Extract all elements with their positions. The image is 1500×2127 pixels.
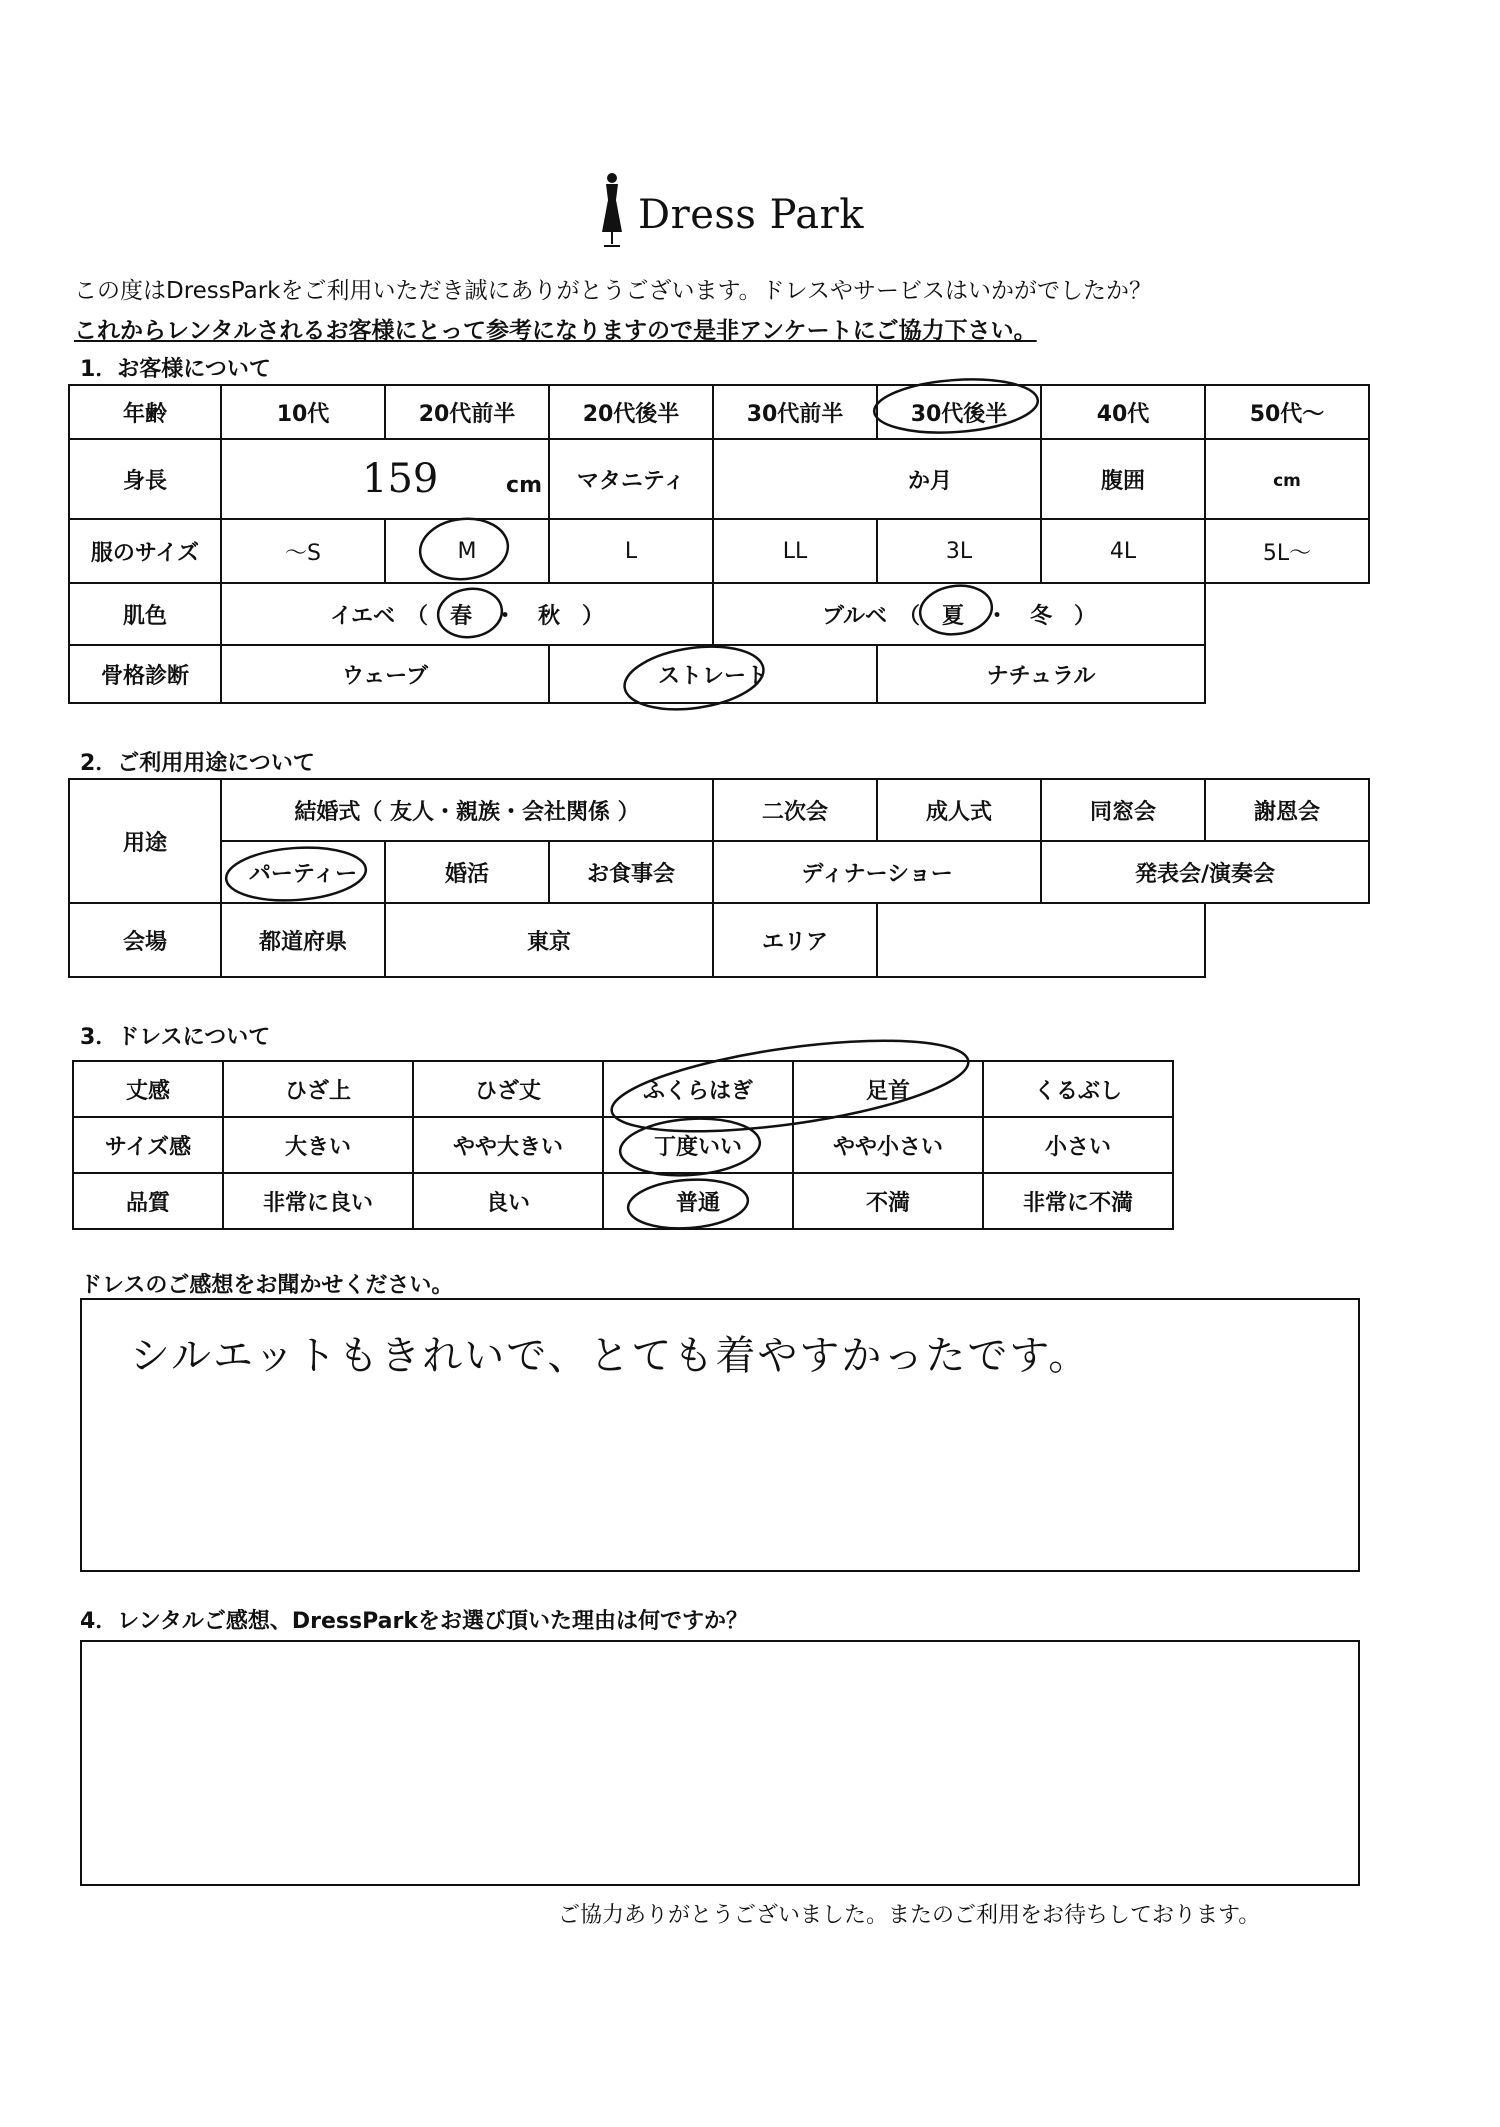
purpose-option[interactable]: 成人式 xyxy=(877,779,1041,841)
fit-option[interactable]: やや大きい xyxy=(413,1117,603,1173)
months-unit: か月 xyxy=(907,468,952,494)
length-option[interactable]: ひざ丈 xyxy=(413,1061,603,1117)
intro-line: この度はDressParkをご利用いただき誠にありがとうございます。ドレスやサービスはいかがでしたか？ xyxy=(74,278,1152,304)
purpose-option[interactable]: 謝恩会 xyxy=(1205,779,1369,841)
purpose-label: 用途 xyxy=(69,779,221,903)
waist-field[interactable] xyxy=(1205,439,1369,519)
dress-form-icon xyxy=(592,170,632,250)
quality-label: 品質 xyxy=(73,1173,223,1229)
size-option[interactable]: L xyxy=(549,519,713,583)
customer-table xyxy=(68,384,1370,704)
fit-label: サイズ感 xyxy=(73,1117,223,1173)
section1-heading: 1．お客様について xyxy=(80,357,271,382)
comments-text: シルエットもきれいで、とても着やすかったです。 xyxy=(130,1333,1091,1379)
purpose-wedding[interactable]: 結婚式（ 友人・親族・会社関係 ） xyxy=(221,779,713,841)
section4-heading: 4．レンタルご感想、DressParkをお選び頂いた理由は何ですか？ xyxy=(80,1609,748,1634)
comments-box[interactable] xyxy=(80,1298,1360,1572)
waist-unit: cm xyxy=(1273,470,1301,491)
purpose-option[interactable]: お食事会 xyxy=(549,841,713,903)
purpose-table xyxy=(68,778,1370,978)
age-option[interactable]: 30代前半 xyxy=(713,385,877,439)
quality-option[interactable]: 不満 xyxy=(793,1173,983,1229)
maternity-months-field[interactable] xyxy=(713,439,1041,519)
brand-logo xyxy=(592,170,922,250)
height-field[interactable] xyxy=(221,439,549,519)
size-option-selected[interactable]: M xyxy=(385,519,549,583)
purpose-option[interactable]: 二次会 xyxy=(713,779,877,841)
skeleton-option-selected[interactable]: ストレート xyxy=(549,645,877,703)
skeleton-option[interactable]: ウェーブ xyxy=(221,645,549,703)
height-unit: cm xyxy=(506,473,542,498)
size-option[interactable]: LL xyxy=(713,519,877,583)
height-label: 身長 xyxy=(69,439,221,519)
skin-label: 肌色 xyxy=(69,583,221,645)
empty-cell xyxy=(1205,583,1369,645)
length-label: 丈感 xyxy=(73,1061,223,1117)
height-value: 159 xyxy=(362,456,439,502)
length-option[interactable]: 足首 xyxy=(793,1061,983,1117)
section2-heading: 2．ご利用用途について xyxy=(80,751,315,776)
comments-label: ドレスのご感想をお聞かせください。 xyxy=(80,1273,454,1298)
prefecture-label: 都道府県 xyxy=(221,903,385,977)
maternity-label: マタニティ xyxy=(549,439,713,519)
age-option[interactable]: 50代～ xyxy=(1205,385,1369,439)
purpose-option[interactable]: 発表会/演奏会 xyxy=(1041,841,1369,903)
purpose-option[interactable]: ディナーショー xyxy=(713,841,1041,903)
age-option[interactable]: 10代 xyxy=(221,385,385,439)
length-option[interactable]: ひざ上 xyxy=(223,1061,413,1117)
thanks-message: ご協力ありがとうございました。またのご利用をお待ちしております。 xyxy=(558,1903,1261,1928)
empty-cell xyxy=(1205,903,1369,977)
purpose-option-selected[interactable]: パーティー xyxy=(221,841,385,903)
skeleton-label: 骨格診断 xyxy=(69,645,221,703)
size-option[interactable]: 3L xyxy=(877,519,1041,583)
fit-option[interactable]: 大きい xyxy=(223,1117,413,1173)
quality-option[interactable]: 非常に良い xyxy=(223,1173,413,1229)
purpose-option[interactable]: 婚活 xyxy=(385,841,549,903)
waist-label: 腹囲 xyxy=(1041,439,1205,519)
age-label: 年齢 xyxy=(69,385,221,439)
section3-heading: 3．ドレスについて xyxy=(80,1025,271,1050)
intro-request: これからレンタルされるお客様にとって参考になりますので是非アンケートにご協力下さい。 xyxy=(74,318,1037,344)
venue-label: 会場 xyxy=(69,903,221,977)
age-option-selected[interactable]: 30代後半 xyxy=(877,385,1041,439)
size-option[interactable]: ～S xyxy=(221,519,385,583)
area-label: エリア xyxy=(713,903,877,977)
prefecture-value[interactable]: 東京 xyxy=(385,903,713,977)
size-option[interactable]: 4L xyxy=(1041,519,1205,583)
rental-feedback-box[interactable] xyxy=(80,1640,1360,1886)
quality-option[interactable]: 良い xyxy=(413,1173,603,1229)
age-option[interactable]: 20代後半 xyxy=(549,385,713,439)
blue-base-options[interactable]: ブルベ （ 夏 ・ 冬 ） xyxy=(713,583,1205,645)
fit-option-selected[interactable]: 丁度いい xyxy=(603,1117,793,1173)
size-label: 服のサイズ xyxy=(69,519,221,583)
skeleton-option[interactable]: ナチュラル xyxy=(877,645,1205,703)
length-option[interactable]: くるぶし xyxy=(983,1061,1173,1117)
area-value[interactable] xyxy=(877,903,1205,977)
size-option[interactable]: 5L～ xyxy=(1205,519,1369,583)
quality-option-selected[interactable]: 普通 xyxy=(603,1173,793,1229)
dress-table xyxy=(72,1060,1174,1230)
fit-option[interactable]: 小さい xyxy=(983,1117,1173,1173)
purpose-option[interactable]: 同窓会 xyxy=(1041,779,1205,841)
length-option-selected[interactable]: ふくらはぎ xyxy=(603,1061,793,1117)
yellow-base-options[interactable]: イエベ （ 春 ・ 秋 ） xyxy=(221,583,713,645)
empty-cell xyxy=(1205,645,1369,703)
age-option[interactable]: 40代 xyxy=(1041,385,1205,439)
brand-name: Dress Park xyxy=(638,192,864,238)
fit-option[interactable]: やや小さい xyxy=(793,1117,983,1173)
age-option[interactable]: 20代前半 xyxy=(385,385,549,439)
quality-option[interactable]: 非常に不満 xyxy=(983,1173,1173,1229)
